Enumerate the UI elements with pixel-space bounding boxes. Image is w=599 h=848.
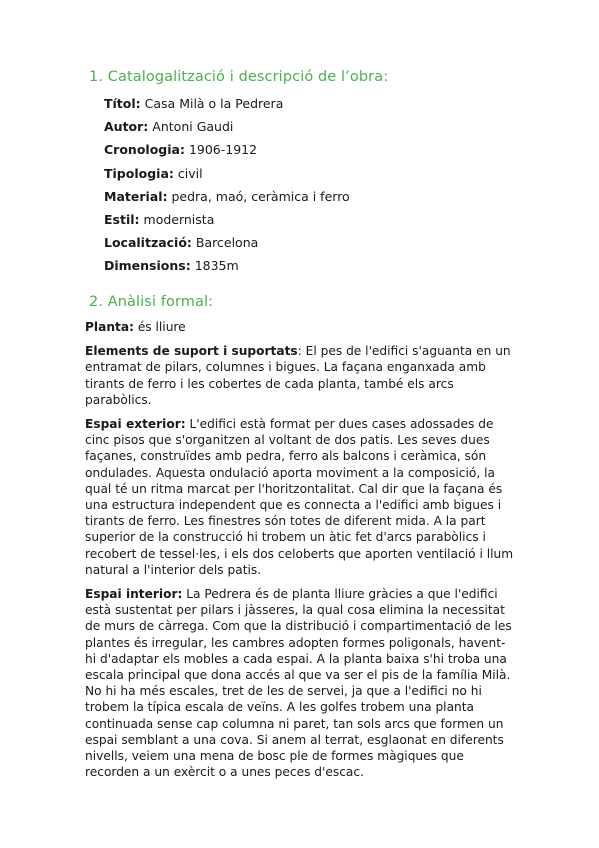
paragraph-text: L'edifici està format per dues cases adossades de cinc pisos que s'organitzen al voltant de dos patis. Les seves dues façanes, construïdes amb pedra, ferro als balcons i ceràmica, són ondulades. Aquesta ondulació aporta moviment a la composició, la qual té un ritma marcat per l'horitzontalitat. Cal dir que la façana és una estructura independent que es connecta a l'edifici amb bigues i tirants de ferro. Les finestres són totes de diferent mida. A la part superior de la construcció hi trobem un àtic fet d'arcs parabòlics i recobert de tessel·les, i els dos celoberts que aporten ventilació i llum natural a l'interior dels patis. bbox=[85, 417, 514, 577]
paragraph-text: : El pes de l'edifici s'aguanta en un entramat de pilars, columnes i bigues. La façana enganxada amb tirants de ferro i les cobertes de cada planta, també els arcs parabòlics. bbox=[85, 344, 511, 407]
catalog-list bbox=[104, 95, 350, 281]
paragraph-label: Espai interior: bbox=[85, 587, 183, 602]
catalog-label: Material: bbox=[104, 188, 168, 204]
paragraph-exterior-space bbox=[85, 416, 515, 578]
catalog-item-title bbox=[104, 95, 350, 118]
catalog-value: civil bbox=[177, 165, 203, 181]
catalog-label: Dimensions: bbox=[104, 258, 191, 274]
paragraph-label: Planta: bbox=[85, 320, 134, 334]
section-2-heading: 2. Anàlisi formal: bbox=[89, 294, 214, 310]
catalog-value: Antoni Gaudi bbox=[152, 119, 234, 135]
paragraph-label: Espai exterior: bbox=[85, 417, 186, 432]
catalog-value: modernista bbox=[143, 211, 215, 227]
section-1-heading: 1. Catalogalització i descripció de l’obra: bbox=[89, 69, 389, 85]
catalog-label: Localització: bbox=[104, 235, 192, 251]
catalog-item-material bbox=[104, 188, 350, 211]
paragraph-text: és lliure bbox=[137, 320, 186, 334]
catalog-label: Autor: bbox=[104, 119, 149, 135]
catalog-item-dimensions bbox=[104, 257, 350, 280]
paragraph-plan bbox=[85, 319, 515, 335]
catalog-item-author bbox=[104, 118, 350, 141]
catalog-value: Barcelona bbox=[195, 235, 259, 251]
paragraph-support-elements bbox=[85, 343, 515, 408]
catalog-label: Cronologia: bbox=[104, 142, 185, 158]
catalog-value: Casa Milà o la Pedrera bbox=[144, 96, 284, 111]
catalog-item-chronology bbox=[104, 141, 350, 164]
catalog-label: Títol: bbox=[104, 96, 141, 111]
paragraph-interior-space bbox=[85, 586, 515, 780]
formal-analysis-body bbox=[85, 319, 515, 788]
catalog-label: Estil: bbox=[104, 211, 140, 227]
catalog-value: 1835m bbox=[194, 258, 239, 274]
catalog-item-location bbox=[104, 234, 350, 257]
paragraph-text: La Pedrera és de planta lliure gràcies a que l'edifici està sustentat per pilars i jàsseres, la qual cosa elimina la necessitat de murs de càrrega. Com que la distribució i compartimentació de les plantes és irregular, les cambres adopten formes poligonals, havent-hi d'adaptar els mobles a cada espai. A la planta baixa s'hi troba una escala principal que dona accés al que va ser el pis de la família Milà. No hi ha més escales, tret de les de servei, ja que a l'edifici no hi trobem la típica escala de veïns. A les golfes trobem una planta continuada sense cap columna ni paret, tan sols arcs que formen un espai semblant a una cova. Si anem al terrat, esglaonat en diferents nivells, veiem una mena de bosc ple de formes màgiques que recorden a un exèrcit o a unes peces d'escac. bbox=[85, 587, 512, 780]
catalog-item-style bbox=[104, 211, 350, 234]
catalog-item-typology bbox=[104, 165, 350, 188]
catalog-label: Tipologia: bbox=[104, 165, 174, 181]
paragraph-label: Elements de suport i suportats bbox=[85, 344, 298, 359]
catalog-value: pedra, maó, ceràmica i ferro bbox=[171, 188, 350, 204]
catalog-value: 1906-1912 bbox=[188, 142, 258, 158]
